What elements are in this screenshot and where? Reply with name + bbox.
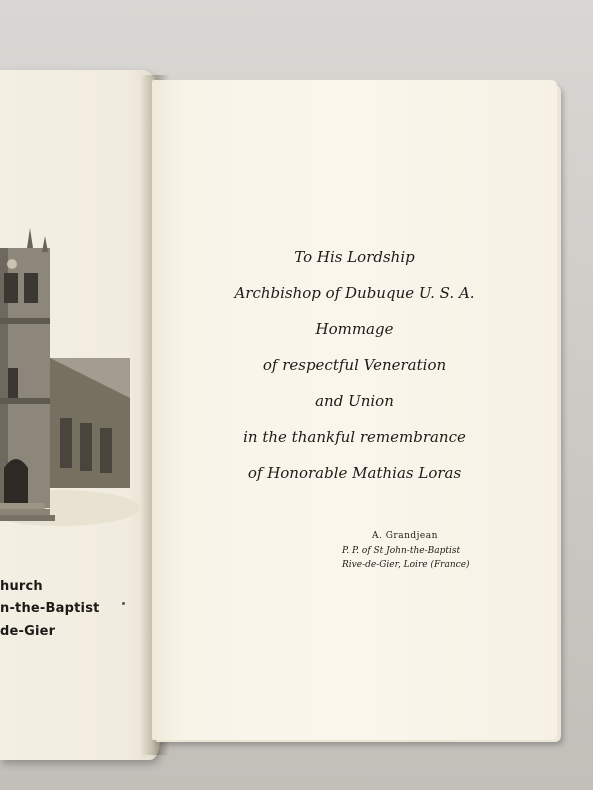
dedication-line-6: in the thankful remembrance	[243, 428, 466, 446]
dedication-line-3: Hommage	[315, 320, 394, 338]
caption-line-2: n-the-Baptist	[0, 601, 100, 616]
church-engraving	[0, 218, 140, 538]
signature-line-1: P. P. of St John-the-Baptist	[342, 546, 461, 556]
dedication-line-5: and Union	[315, 392, 394, 410]
paper-speck	[122, 602, 125, 605]
dedication-line-4: of respectful Veneration	[262, 356, 447, 374]
dedication-line-2: Archbishop of Dubuque U. S. A.	[234, 284, 475, 302]
right-page	[152, 80, 557, 740]
caption-line-1: hurch	[0, 579, 43, 594]
signature-name: A. Grandjean	[372, 531, 438, 541]
signature-line-2: Rive-de-Gier, Loire (France)	[342, 560, 470, 570]
dedication-line-1: To His Lordship	[294, 248, 415, 266]
caption-line-3: de-Gier	[0, 624, 56, 639]
dedication-line-7: of Honorable Mathias Loras	[247, 464, 462, 482]
